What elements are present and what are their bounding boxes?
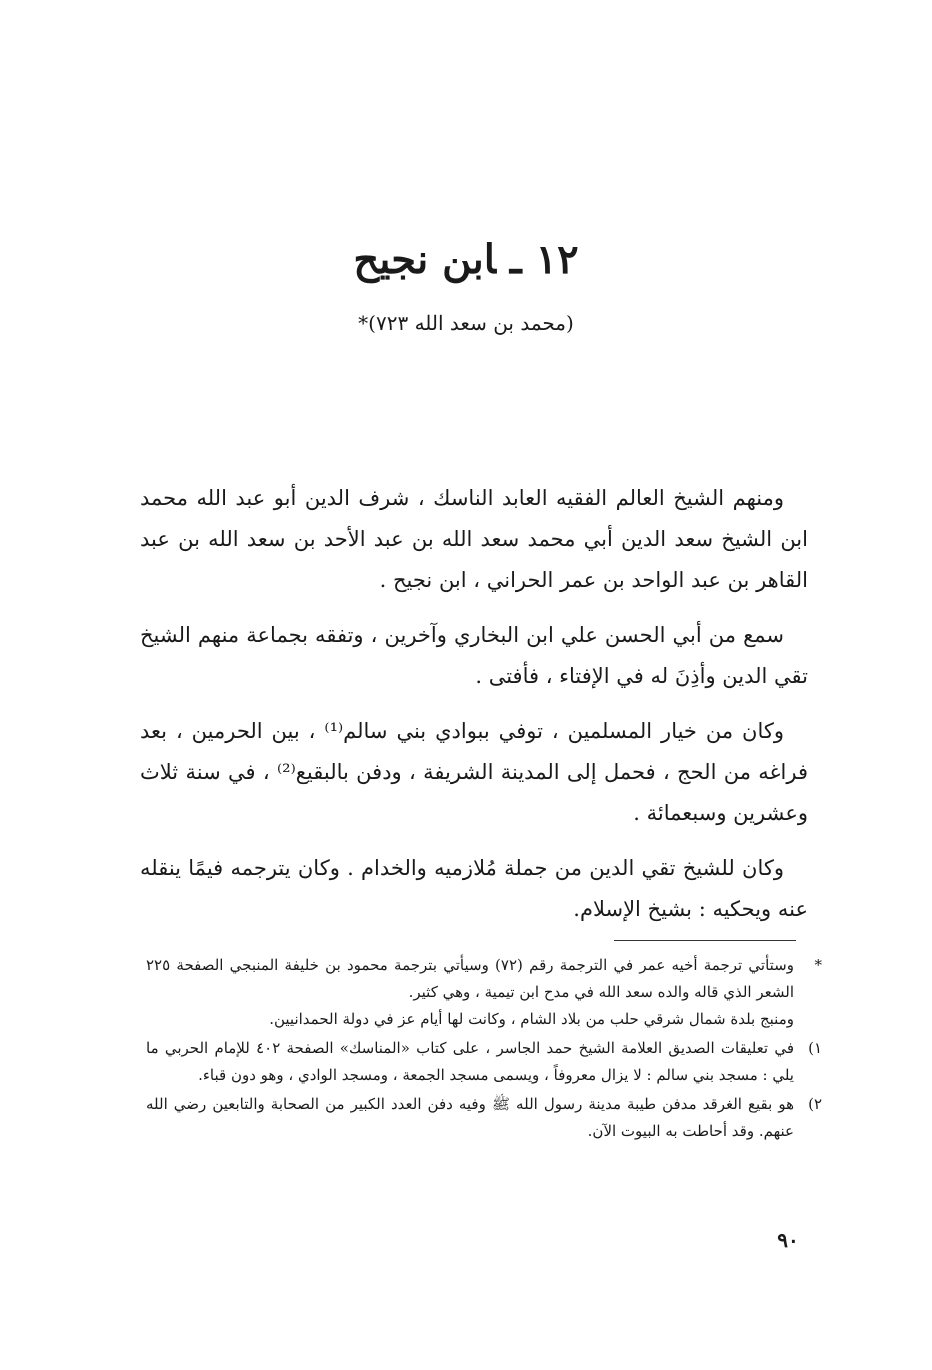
paragraph: وكان من خيار المسلمين ، توفي ببوادي بني سالم⁽¹⁾ ، بين الحرمين ، بعد فراغه من الحج ، فحمل إلى المدينة الشريفة ، ودفن بالبقيع⁽²⁾ ، في سنة ثلاث وعشرين وسبعمائة . [140, 719, 808, 825]
footnote [146, 1035, 822, 1089]
entry-subtitle: (محمد بن سعد الله ٧٢٣)* [358, 311, 574, 335]
entry-number: ١٢ [535, 236, 579, 283]
footnotes [146, 952, 822, 1147]
footnote-line: ومنبج بلدة شمال شرقي حلب من بلاد الشام ، وكانت لها أيام عز في دولة الحمدانيين. [269, 1010, 794, 1028]
paragraph: ومنهم الشيخ العالم الفقيه العابد الناسك ، شرف الدين أبو عبد الله محمد ابن الشيخ سعد الدين أبي محمد سعد الله بن عبد الأحد بن سعد الله بن عبد القاهر بن عبد الواحد بن عمر الحراني ، ابن نجيح . [140, 486, 808, 592]
footnote-marker: ١) [808, 1039, 822, 1057]
footnote-line: وستأتي ترجمة أخيه عمر في الترجمة رقم (٧٢) وسيأتي بترجمة محمود بن خليفة المنبجي الصفحة ٢٢٥ الشعر الذي قاله والده سعد الله في مدح ابن تيمية ، وهي كثير. [146, 956, 794, 1001]
page-number: ٩٠ [777, 1228, 799, 1252]
footnote-line: في تعليقات الصديق العلامة الشيخ حمد الجاسر ، على كتاب «المناسك» الصفحة ٤٠٢ للإمام الحربي ما يلي : مسجد بني سالم : لا يزال معروفاً ، ويسمى مسجد الجمعة ، ومسجد الوادي ، وهو دون قباء. [146, 1039, 794, 1084]
entry-title: ابن نجيح [353, 236, 496, 283]
footnote-divider [614, 940, 796, 941]
footnote [146, 952, 822, 1033]
footnote-line: هو بقيع الغرقد مدفن طيبة مدينة رسول الله ﷺ وفيه دفن العدد الكبير من الصحابة والتابعين رضي الله عنهم. وقد أحاطت به البيوت الآن. [146, 1095, 795, 1140]
paragraph: سمع من أبي الحسن علي ابن البخاري وآخرين ، وتفقه بجماعة منهم الشيخ تقي الدين وأذِنَ له في الإفتاء ، فأفتى . [140, 623, 808, 688]
footnote-marker: * [814, 956, 822, 974]
footnote-marker: ٢) [808, 1095, 822, 1113]
paragraph: وكان للشيخ تقي الدين من جملة مُلازميه والخدام . وكان يترجمه فيمًا ينقله عنه ويحكيه : بشيخ الإسلام. [140, 856, 808, 921]
entry-dash: ـ [509, 236, 522, 283]
footnote [146, 1091, 822, 1145]
entry-heading [0, 232, 932, 288]
body-text [140, 478, 808, 944]
